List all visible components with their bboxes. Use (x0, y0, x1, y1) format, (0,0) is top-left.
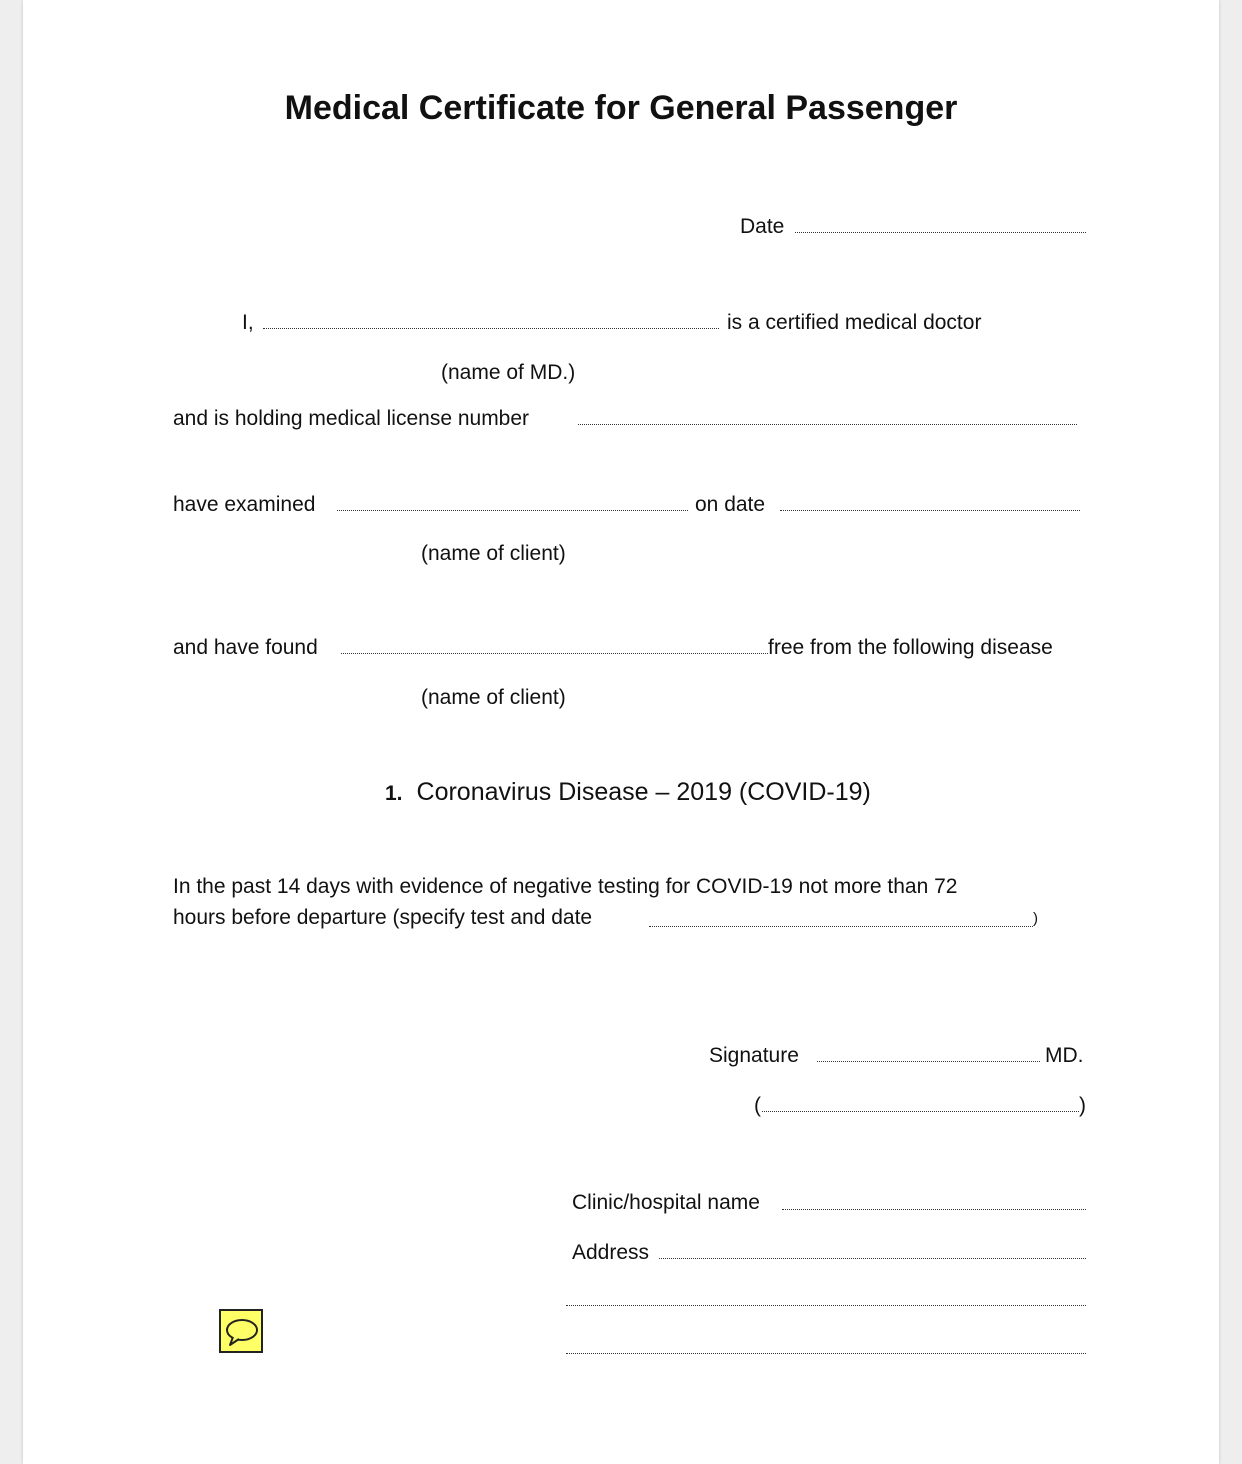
address-field-line-1[interactable] (659, 1258, 1086, 1259)
test-details-field[interactable] (649, 926, 1033, 927)
document-title: Medical Certificate for General Passenger (284, 89, 958, 127)
doctor-name-field[interactable] (263, 328, 719, 329)
license-label: and is holding medical license number (173, 407, 530, 430)
on-date-label: on date (695, 493, 766, 516)
date-field[interactable] (795, 232, 1086, 233)
clinic-name-field[interactable] (782, 1209, 1086, 1210)
address-label: Address (572, 1241, 650, 1264)
client-caption-1: (name of client) (421, 542, 566, 565)
disease-name: Coronavirus Disease – 2019 (COVID-19) (416, 778, 871, 806)
document-page (23, 0, 1219, 1464)
speech-bubble-icon[interactable] (219, 1309, 263, 1353)
examined-client-field[interactable] (337, 510, 688, 511)
date-label: Date (740, 215, 785, 238)
printed-name-close-paren: ) (1079, 1094, 1086, 1117)
disease-number: 1. (385, 782, 403, 805)
testing-line-2: hours before departure (specify test and date (173, 906, 593, 929)
signature-field[interactable] (817, 1061, 1040, 1062)
printed-name-field[interactable] (762, 1111, 1079, 1112)
clinic-label: Clinic/hospital name (572, 1191, 760, 1214)
free-from-label: free from the following disease (768, 636, 1053, 659)
printed-name-open-paren: ( (754, 1094, 761, 1117)
doctor-prefix: I, (242, 311, 254, 334)
signature-label: Signature (709, 1044, 799, 1067)
found-client-field[interactable] (341, 653, 768, 654)
speech-bubble-icon-glyph (225, 1316, 259, 1348)
exam-date-field[interactable] (780, 510, 1080, 511)
testing-close-paren: ) (1033, 910, 1038, 927)
address-field-line-2[interactable] (566, 1305, 1086, 1306)
doctor-suffix: is a certified medical doctor (727, 311, 982, 334)
address-field-line-3[interactable] (566, 1353, 1086, 1354)
disease-heading (385, 777, 871, 809)
signature-suffix: MD. (1045, 1044, 1084, 1067)
doctor-caption: (name of MD.) (441, 361, 576, 384)
license-number-field[interactable] (578, 424, 1077, 425)
testing-line-1: In the past 14 days with evidence of negative testing for COVID-19 not more than 72 (173, 875, 958, 898)
client-caption-2: (name of client) (421, 686, 566, 709)
found-label: and have found (173, 636, 318, 659)
examined-label: have examined (173, 493, 316, 516)
